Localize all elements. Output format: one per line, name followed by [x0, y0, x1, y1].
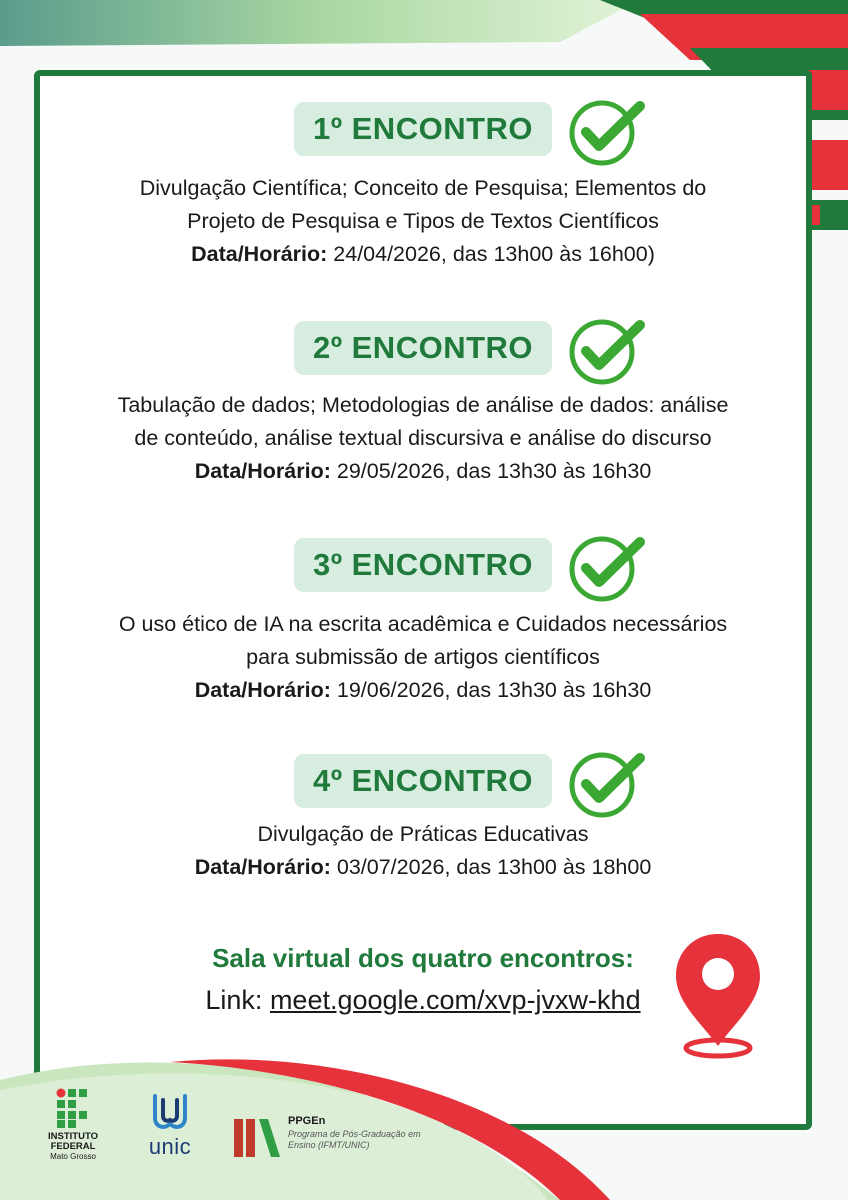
meeting-1-title: 1º ENCONTRO	[294, 102, 552, 156]
unic-wordmark: unic	[148, 1134, 192, 1159]
meeting-3-date	[34, 674, 812, 707]
meeting-2-title: 2º ENCONTRO	[294, 321, 552, 375]
ppgen-program: Programa de Pós-Graduação em Ensino (IFMT/UNIC)	[288, 1129, 421, 1150]
logo-unic	[138, 1090, 202, 1170]
ifmt-line-3: Mato Grosso	[50, 1152, 96, 1161]
check-circle-icon	[568, 748, 652, 820]
meeting-1-topic-line-1: Divulgação Científica; Conceito de Pesquisa; Elementos do	[139, 176, 707, 200]
logo-ppgen	[232, 1113, 442, 1165]
date-value: 24/04/2026, das 13h00 às 16h00)	[327, 242, 655, 266]
unic-mark-icon	[149, 1090, 191, 1134]
meeting-4-header	[294, 748, 684, 818]
meeting-1-topic-line-2: Projeto de Pesquisa e Tipos de Textos Científicos	[187, 209, 659, 233]
date-value: 19/06/2026, das 13h30 às 16h30	[330, 678, 652, 702]
check-circle-icon	[568, 315, 652, 387]
meeting-3-topic-line-1: O uso ético de IA na escrita acadêmica e Cuidados necessários	[118, 612, 728, 636]
meeting-1-header	[294, 96, 684, 166]
meeting-3-description	[34, 608, 812, 707]
ifmt-mark-icon	[56, 1088, 90, 1128]
meeting-1-description	[34, 172, 812, 271]
meeting-1-date	[34, 238, 812, 271]
meeting-2-description	[34, 389, 812, 488]
meeting-3-header	[294, 532, 684, 602]
meeting-4-date	[34, 851, 812, 884]
meet-link[interactable]: meet.google.com/xvp-jvxw-khd	[269, 985, 641, 1015]
meeting-2-topic-line-2: de conteúdo, análise textual discursiva e análise do discurso	[134, 426, 712, 450]
link-label: Link:	[205, 985, 270, 1015]
date-value: 03/07/2026, das 13h00 às 18h00	[330, 855, 652, 879]
ppgen-mark-icon	[232, 1115, 282, 1161]
date-label: Data/Horário:	[191, 242, 328, 266]
ifmt-line-1: INSTITUTO	[48, 1131, 98, 1142]
meeting-2-topic-line-1: Tabulação de dados; Metodologias de análise de dados: análise	[117, 393, 729, 417]
meeting-2-header	[294, 315, 684, 385]
date-label: Data/Horário:	[194, 678, 331, 702]
virtual-room-title: Sala virtual dos quatro encontros:	[212, 943, 634, 973]
meeting-4-description	[34, 818, 812, 884]
date-value: 29/05/2026, das 13h30 às 16h30	[330, 459, 652, 483]
check-circle-icon	[568, 96, 652, 168]
ifmt-line-2: FEDERAL	[50, 1141, 96, 1152]
meeting-2-date	[34, 455, 812, 488]
meeting-3-topic-line-2: para submissão de artigos científicos	[246, 645, 600, 669]
date-label: Data/Horário:	[194, 459, 331, 483]
ppgen-name: PPGEn	[288, 1115, 326, 1127]
check-circle-icon	[568, 532, 652, 604]
meeting-4-title: 4º ENCONTRO	[294, 754, 552, 808]
logo-ifmt	[35, 1088, 111, 1173]
date-label: Data/Horário:	[194, 855, 331, 879]
meeting-3-title: 3º ENCONTRO	[294, 538, 552, 592]
meeting-4-topic-line-1: Divulgação de Práticas Educativas	[257, 822, 589, 846]
